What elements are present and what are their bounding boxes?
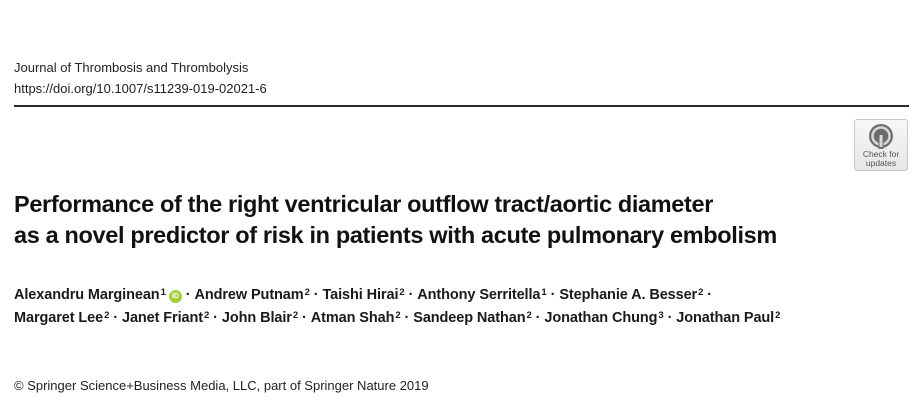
author[interactable]: Anthony Serritella$^1$ bbox=[417, 287, 547, 303]
affiliation-mark: 2 bbox=[203, 310, 210, 321]
author-separator: · bbox=[408, 287, 414, 303]
header-rule bbox=[14, 105, 909, 107]
author-separator: · bbox=[313, 287, 319, 303]
affiliation-mark: 2 bbox=[526, 310, 532, 321]
author-line-2 bbox=[14, 307, 909, 330]
author[interactable]: Stephanie A. Besser$^2$ bbox=[559, 287, 704, 303]
affiliation-mark: 2 bbox=[395, 310, 401, 321]
author-separator: · bbox=[185, 287, 191, 303]
author[interactable]: Margaret Lee$^2$ bbox=[14, 310, 110, 326]
author-separator: · bbox=[535, 310, 541, 326]
author[interactable]: Jonathan Paul$^2$ bbox=[676, 310, 781, 326]
check-for-updates-button[interactable] bbox=[854, 119, 908, 171]
author[interactable]: Taishi Hirai$^2$ bbox=[322, 287, 405, 303]
article-title bbox=[14, 189, 844, 251]
journal-header bbox=[14, 57, 267, 99]
author-separator: · bbox=[550, 287, 556, 303]
author-list bbox=[14, 284, 909, 330]
author[interactable]: Sandeep Nathan$^2$ bbox=[413, 310, 532, 326]
affiliation-mark: 1 bbox=[541, 287, 547, 298]
check-for-updates-label: Check for updates bbox=[862, 149, 900, 168]
author[interactable]: Jonathan Chung$^3$ bbox=[544, 310, 664, 326]
author-separator: · bbox=[302, 310, 307, 326]
doi-link[interactable]: https://doi.org/10.1007/s11239-019-02021-6 bbox=[14, 81, 267, 96]
copyright-notice: © Springer Science+Business Media, LLC, part of Springer Nature 2019 bbox=[14, 378, 429, 393]
author-separator: · bbox=[213, 310, 218, 326]
affiliation-mark: 2 bbox=[304, 287, 310, 298]
affiliation-mark: 2 bbox=[698, 287, 704, 298]
author[interactable]: Alexandru Marginean$^1$ iD bbox=[14, 287, 182, 303]
crossmark-icon bbox=[868, 123, 894, 149]
author[interactable]: Andrew Putnam$^2$ bbox=[194, 287, 310, 303]
author[interactable]: Atman Shah$^2$ bbox=[310, 310, 401, 326]
title-line-2: as a novel predictor of risk in patients with acute pulmonary embolism bbox=[14, 222, 777, 248]
affiliation-mark: 2 bbox=[104, 310, 110, 321]
author-separator: · bbox=[667, 310, 673, 326]
affiliation-mark: 2 bbox=[775, 310, 781, 321]
author-line-1 bbox=[14, 284, 909, 307]
author[interactable]: Janet Friant$^2$ bbox=[121, 310, 210, 326]
author-separator: · bbox=[707, 287, 713, 303]
affiliation-mark: 2 bbox=[292, 310, 298, 321]
author-separator: · bbox=[404, 310, 410, 326]
author[interactable]: John Blair$^2$ bbox=[221, 310, 298, 326]
journal-name: Journal of Thrombosis and Thrombolysis bbox=[14, 60, 249, 75]
affiliation-mark: 3 bbox=[658, 310, 664, 321]
title-line-1: Performance of the right ventricular outflow tract/aortic diameter bbox=[14, 191, 714, 217]
author-separator: · bbox=[113, 310, 118, 326]
affiliation-mark: 2 bbox=[399, 287, 405, 298]
affiliation-mark: 1 bbox=[160, 287, 166, 298]
orcid-icon[interactable]: iD bbox=[169, 290, 182, 303]
